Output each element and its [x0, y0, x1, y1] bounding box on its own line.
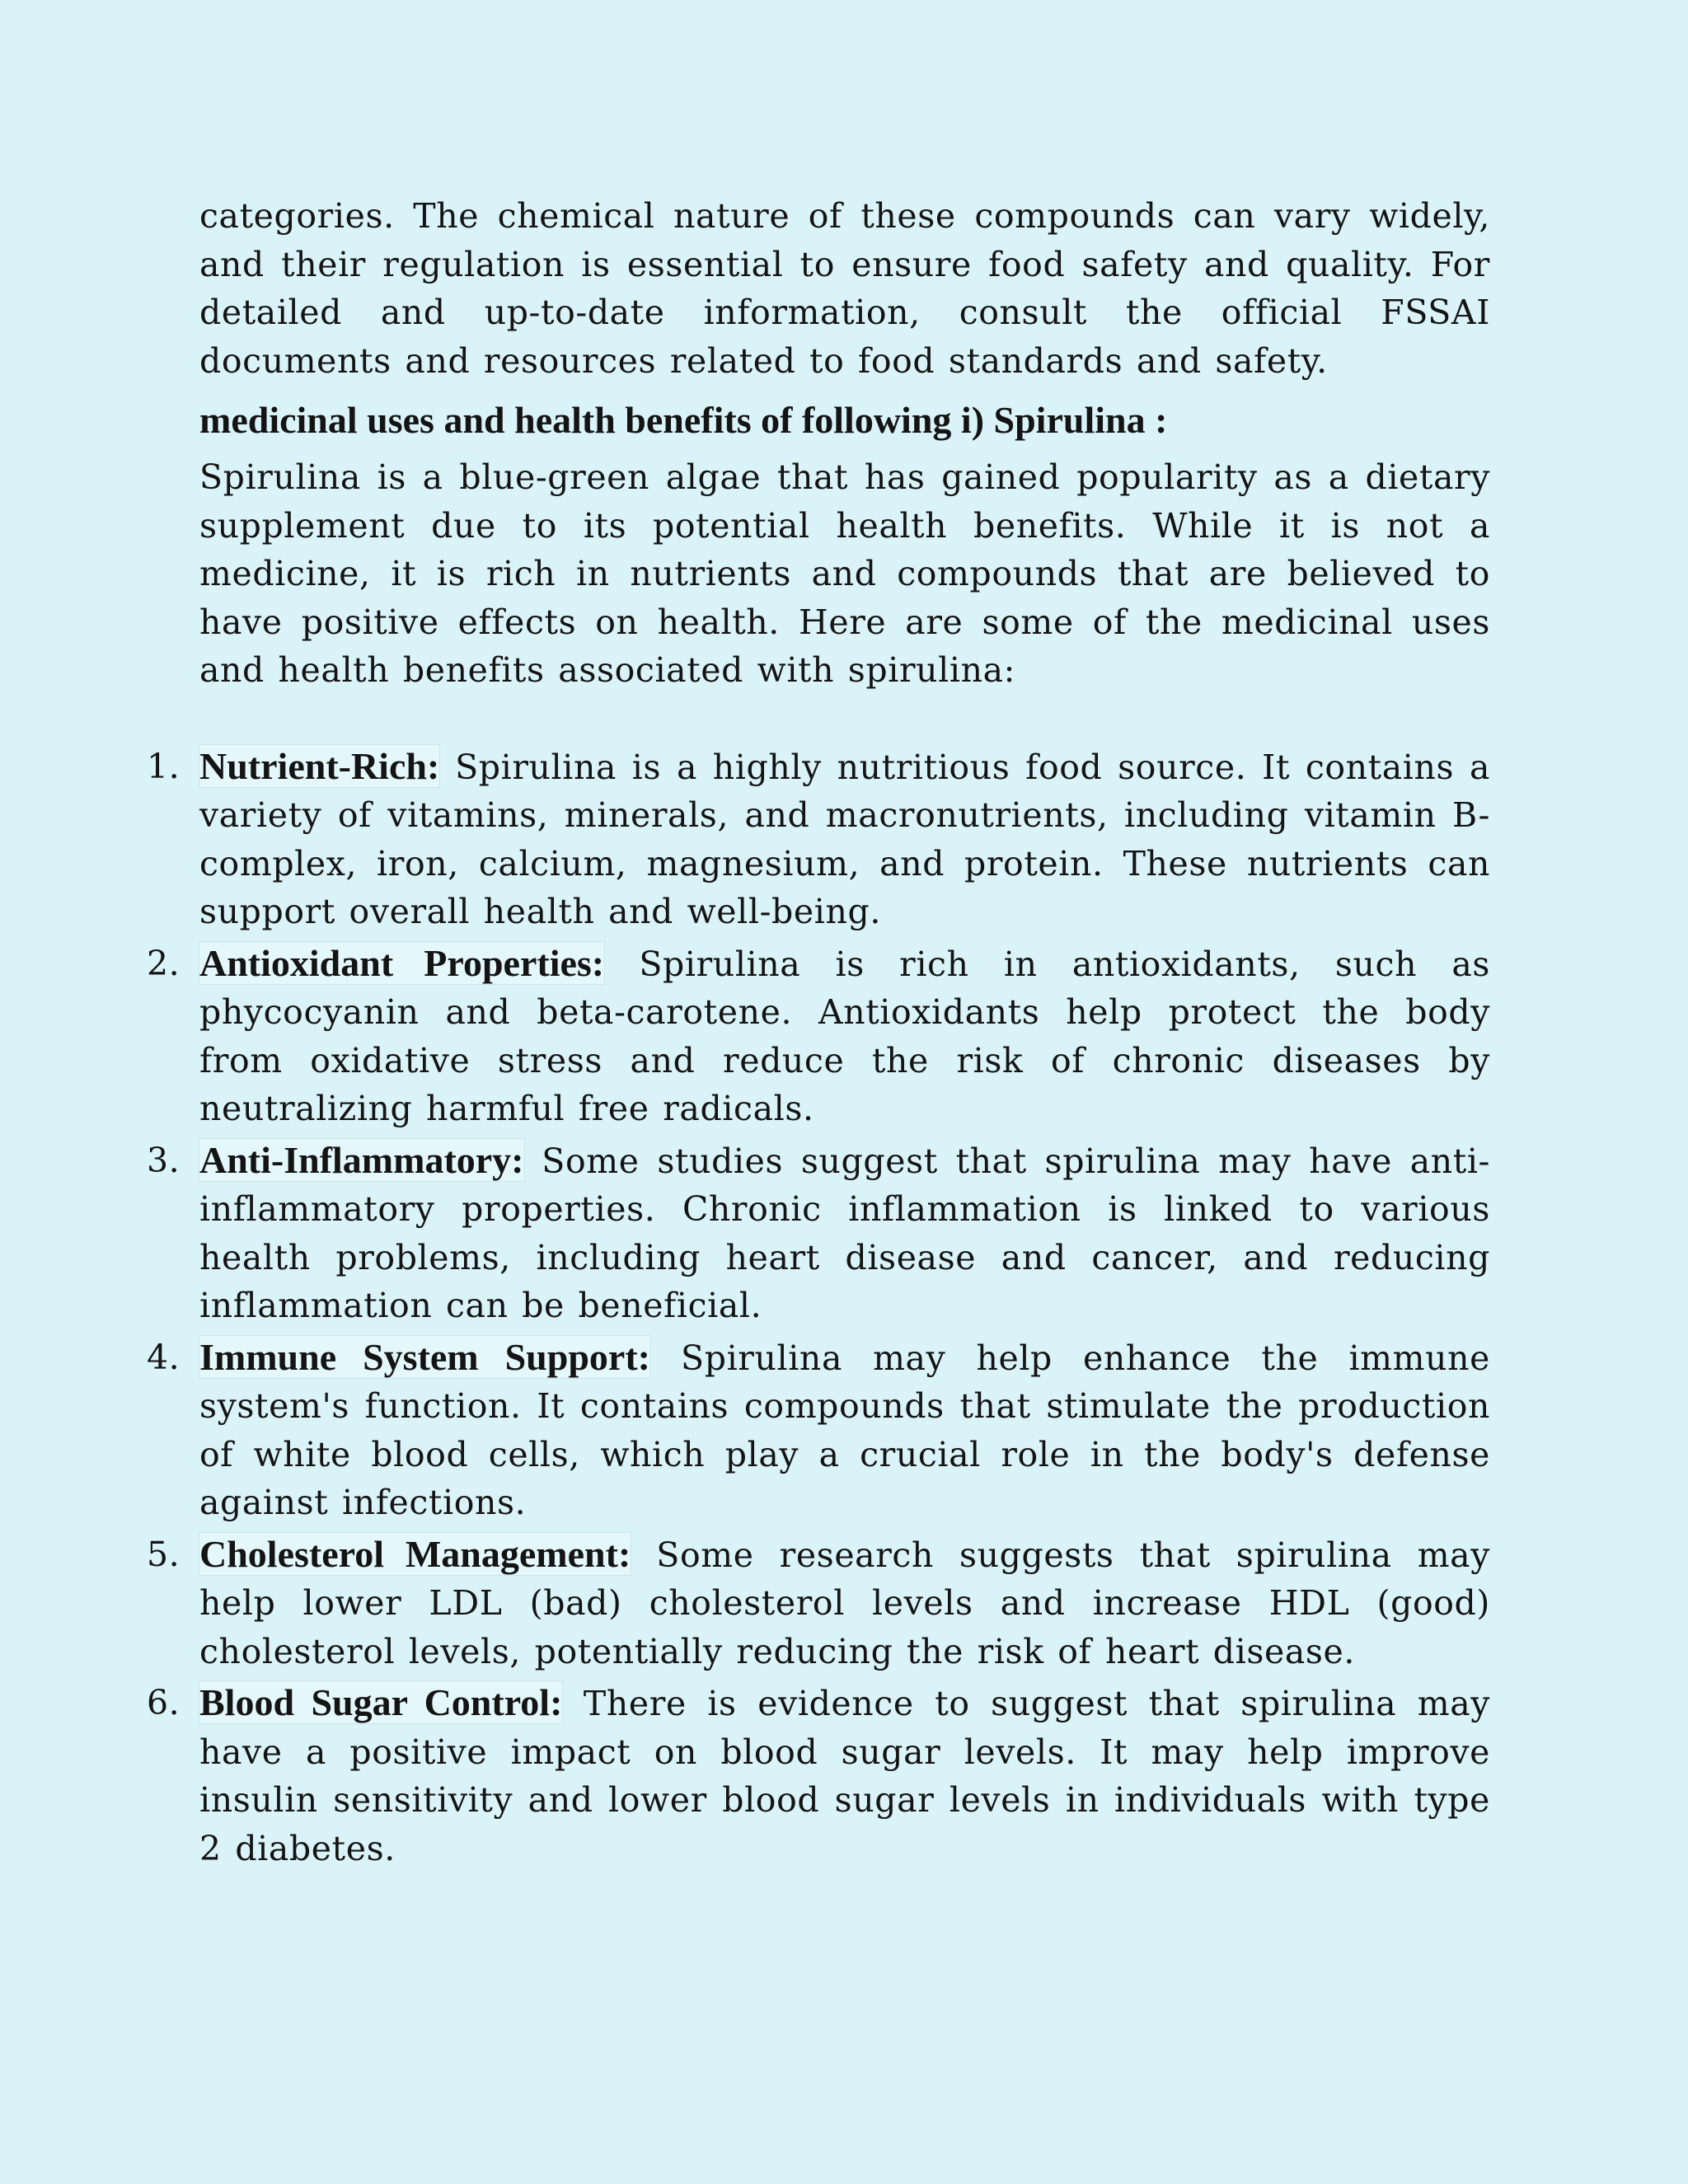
list-number: 1. [147, 746, 181, 786]
benefit-text: Spirulina is rich in antioxidants, such as phycocyanin and beta-carotene. Antioxidants help protect the body from oxidative stress and reduce the risk of chronic diseases by neutralizing harmful free radicals. [199, 944, 1490, 1128]
section-heading: medicinal uses and health benefits of following i) Spirulina : [199, 399, 1168, 441]
list-number: 2. [147, 943, 181, 983]
benefit-item-cholesterol [147, 1530, 1490, 1676]
benefit-text: Spirulina is a highly nutritious food source. It contains a variety of vitamins, minerals, and macronutrients, including vitamin B-complex, iron, calcium, magnesium, and protein. These nutrients can support overall health and well-being. [199, 747, 1490, 931]
benefit-term: Blood Sugar Control: [199, 1681, 563, 1723]
benefit-term: Anti-Inflammatory: [199, 1138, 524, 1181]
benefit-text: There is evidence to suggest that spirulina may have a positive impact on blood sugar levels. It may help improve insulin sensitivity and lower blood sugar levels in individuals with type 2 diabetes. [199, 1684, 1490, 1868]
benefit-text: Some research suggests that spirulina may help lower LDL (bad) cholesterol levels and increase HDL (good) cholesterol levels, potentially reducing the risk of heart disease. [199, 1535, 1490, 1671]
list-number: 6. [147, 1683, 181, 1722]
list-number: 5. [147, 1534, 181, 1574]
spirulina-intro-paragraph: Spirulina is a blue-green algae that has gained popularity as a dietary supplement due to its potential health benefits. While it is not a medicine, it is rich in nutrients and compounds that are believed to have positive effects on health. Here are some of the medicinal uses and health benefits associated with spirulina: [199, 457, 1490, 690]
list-number: 4. [147, 1337, 181, 1377]
benefit-text: Spirulina may help enhance the immune system's function. It contains compounds that stimulate the production of white blood cells, which play a crucial role in the body's defense against infections. [199, 1338, 1490, 1522]
benefit-item-anti-inflammatory [147, 1137, 1490, 1330]
benefit-term: Antioxidant Properties: [199, 941, 605, 984]
benefit-item-blood-sugar [147, 1679, 1490, 1872]
page-content [147, 192, 1490, 1876]
benefit-term: Cholesterol Management: [199, 1532, 631, 1575]
intro-paragraph: categories. The chemical nature of these compounds can vary widely, and their regulation is essential to ensure food safety and quality. For detailed and up-to-date information, consult the official FSSAI documents and resources related to food standards and safety. [199, 196, 1490, 381]
benefit-term: Nutrient-Rich: [199, 744, 440, 787]
benefit-text: Some studies suggest that spirulina may have anti-inflammatory properties. Chronic inflammation is linked to various health problems, including heart disease and cancer, and reducing inflammation can be beneficial. [199, 1141, 1490, 1325]
benefit-term: Immune System Support: [199, 1335, 650, 1378]
benefits-list [147, 743, 1490, 1873]
benefit-item-antioxidant [147, 940, 1490, 1133]
benefit-item-immune-support [147, 1333, 1490, 1527]
benefit-item-nutrient-rich [147, 743, 1490, 936]
list-number: 3. [147, 1140, 181, 1180]
